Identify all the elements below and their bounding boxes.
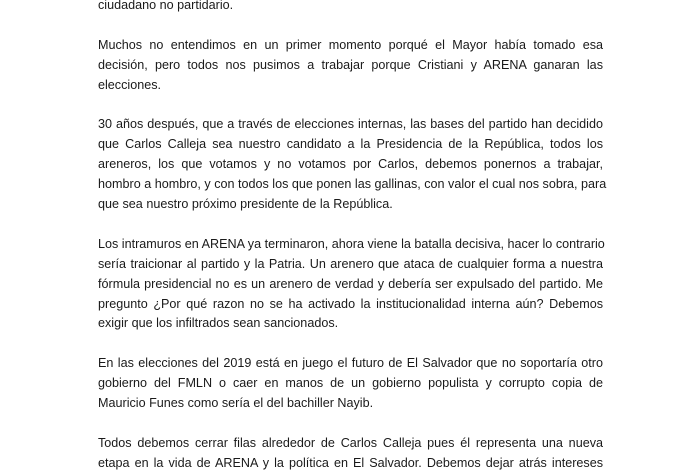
paragraph-closing-fragment	[98, 0, 603, 16]
text-line: gobierno del FMLN o caer en manos de un gobierno populista y corrupto copia de	[98, 376, 603, 391]
paragraph-close-ranks	[98, 434, 603, 474]
text-line: decisión, pero todos nos pusimos a trabajar porque Cristiani y ARENA ganaran las	[98, 57, 603, 72]
text-line: que Carlos Calleja sea nuestro candidato a la Presidencia de la República, todos los	[98, 137, 603, 152]
text-line: 30 años después, que a través de elecciones internas, las bases del partido han decidido	[98, 117, 603, 132]
text-line: que sea nuestro próximo presidente de la República.	[98, 197, 393, 212]
document-body	[98, 0, 607, 474]
text-line: sería traicionar al partido y la Patria. Un arenero que ataca de cualquier forma a nuestra	[98, 256, 603, 271]
text-line: elecciones.	[98, 77, 162, 92]
text-line: ciudadano no partidario.	[98, 0, 234, 12]
paragraph-intramuros	[98, 235, 603, 335]
paragraph-mayor-decision	[98, 36, 603, 96]
text-line: Muchos no entendimos en un primer momento porqué el Mayor había tomado esa	[98, 37, 603, 52]
paragraph-thirty-years	[98, 115, 607, 215]
text-line: Los intramuros en ARENA ya terminaron, ahora viene la batalla decisiva, hacer lo contrario	[98, 236, 605, 251]
text-line: pregunto ¿Por qué razon no se ha activado la institucionalidad interna aún? Debemos	[98, 296, 603, 311]
text-line: Todos debemos cerrar filas alrededor de Carlos Calleja pues él representa una nueva	[98, 435, 603, 450]
text-line: exigir que los infiltrados sean sancionados.	[98, 316, 339, 331]
text-line: En las elecciones del 2019 está en juego el futuro de El Salvador que no soportaría otro	[98, 356, 603, 371]
text-line: hombro a hombro, y con todos los que ponen las gallinas, con valor el cual nos sobra, para	[98, 177, 607, 192]
text-line: etapa en la vida de ARENA y la política en El Salvador. Debemos dejar atrás intereses	[98, 455, 603, 470]
text-line: fórmula presidencial no es un arenero de verdad y debería ser expulsado del partido. Me	[98, 276, 603, 291]
paragraph-elections-2019	[98, 354, 603, 414]
text-line: Mauricio Funes como sería el del bachiller Nayib.	[98, 396, 374, 411]
text-line: areneros, los que votamos y no votamos por Carlos, debemos ponernos a trabajar,	[98, 157, 603, 172]
